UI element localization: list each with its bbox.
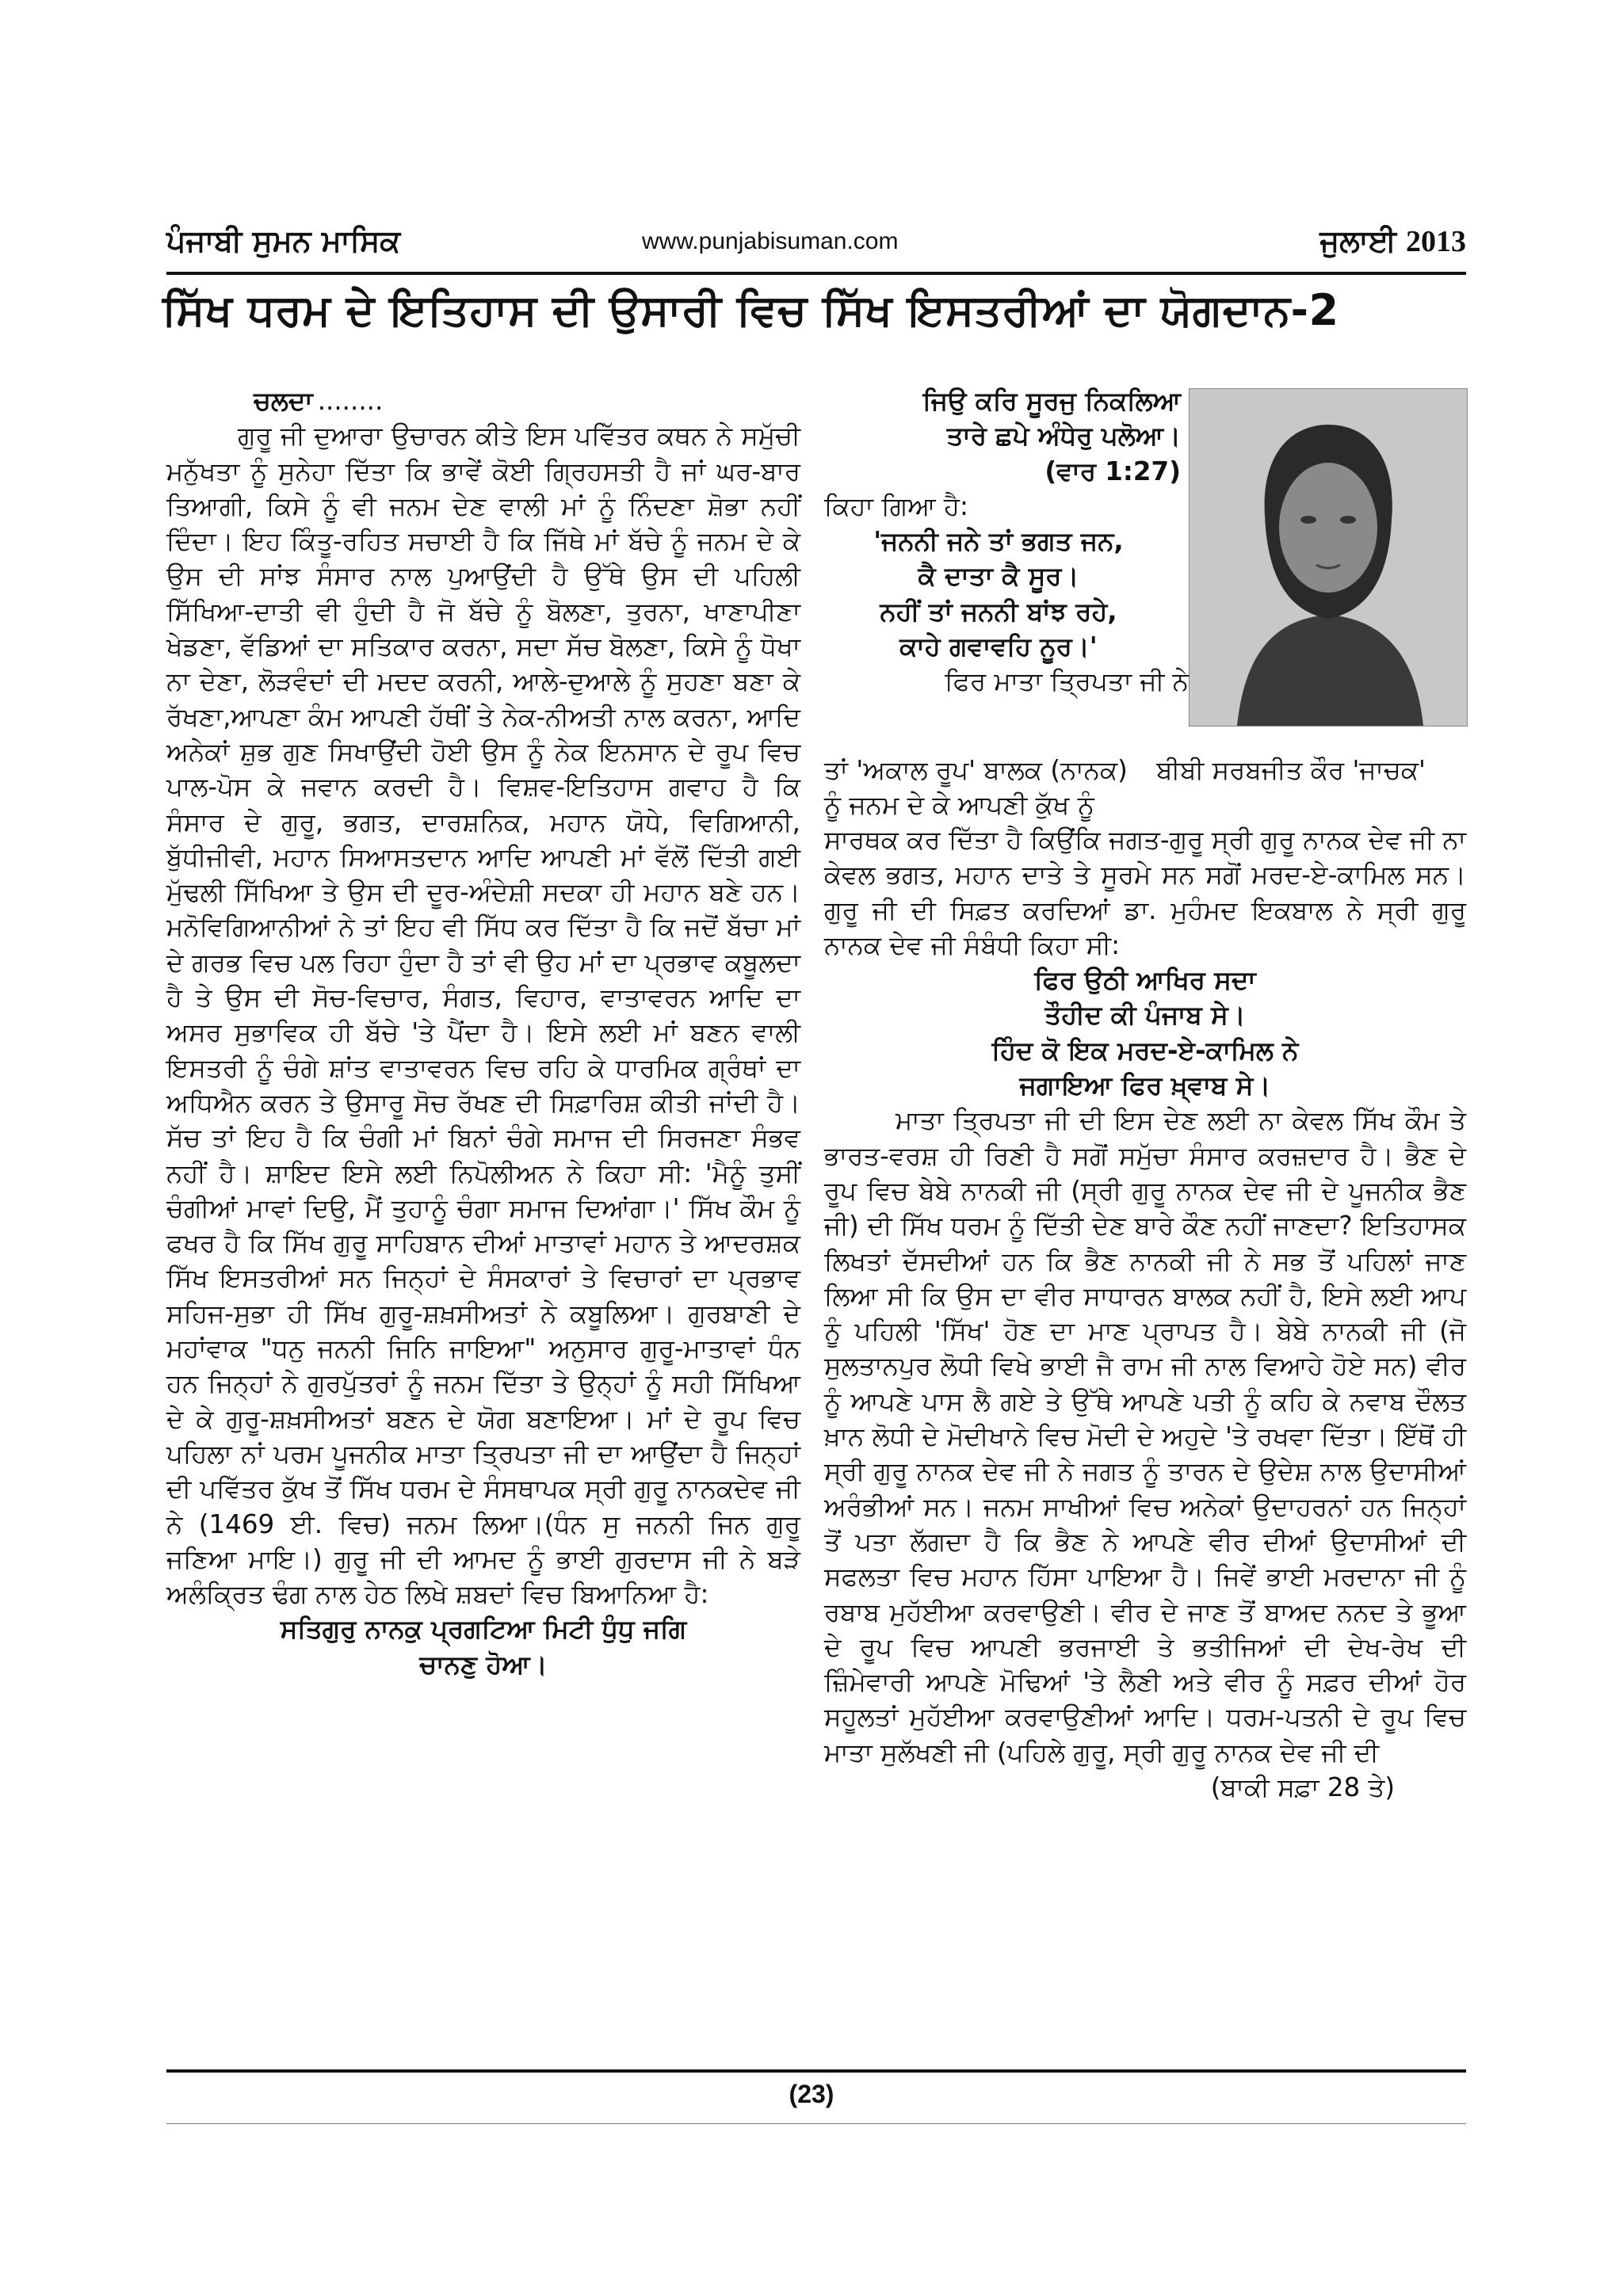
janani-verse [824, 524, 1173, 664]
vaar-verse [824, 383, 1181, 489]
continued-note: (ਬਾਕੀ ਸਫ਼ਾ 28 ਤੇ) [1210, 1772, 1395, 1803]
verse-line: ਜਿਉ ਕਰਿ ਸੂਰਜੁ ਨਿਕਲਿਆ [922, 386, 1181, 416]
issue-date [1319, 223, 1466, 259]
continued-dots: ........ [317, 386, 384, 416]
caption-text: ਤਾਂ 'ਅਕਾਲ ਰੂਪ' ਬਾਲਕ (ਨਾਨਕ) [824, 755, 1128, 785]
right-paragraph-1: ਸਾਰਥਕ ਕਰ ਦਿੱਤਾ ਹੈ ਕਿਉਂਕਿ ਜਗਤ-ਗੁਰੂ ਸ੍ਰੀ ਗੁਰੂ ਨਾਨਕ ਦੇਵ ਜੀ ਨਾ ਕੇਵਲ ਭਗਤ, ਮਹਾਨ ਦਾਤੇ ਤੇ ਸੂਰਮੇ ਸਨ ਸਗੋਂ ਮਰਦ-ਏ-ਕਾਮਿਲ ਸਨ। ਗੁਰੂ ਜੀ ਦੀ ਸਿਫ਼ਤ ਕਰਦਿਆਂ ਡਾ. ਮੁਹੰਮਦ ਇਕਬਾਲ ਨੇ ਸ੍ਰੀ ਗੁਰੂ ਨਾਨਕ ਦੇਵ ਜੀ ਸੰਬੰਧੀ ਕਿਹਾ ਸੀ: [824, 825, 1466, 960]
author-name: ਬੀਬੀ ਸਰਬਜੀਤ ਕੌਰ 'ਜਾਚਕ' [1156, 755, 1426, 785]
verse-line: ਫਿਰ ਉਠੀ ਆਖਿਰ ਸਦਾ [1034, 965, 1256, 996]
footer-rule [166, 2069, 1466, 2073]
verse-line: ਕੈ ਦਾਤਾ ਕੈ ਸੂਰ। [918, 561, 1079, 592]
verse-reference: (ਵਾਰ 1:27) [1044, 456, 1181, 486]
website-url[interactable]: www.punjabisuman.com [642, 228, 899, 254]
verse-line: ਤੌਹੀਦ ਕੀ ਪੰਜਾਬ ਸੇ। [1044, 1000, 1246, 1031]
fir-mata-line: ਫਿਰ ਮਾਤਾ ਤ੍ਰਿਪਤਾ ਜੀ ਨੇ [945, 666, 1189, 697]
issue-year: 2013 [1406, 225, 1466, 258]
right-column-body [824, 822, 1466, 1805]
bhai-gurdas-verse [166, 1611, 800, 1682]
caption-row [824, 753, 1466, 823]
verse-line: 'ਜਨਨੀ ਜਨੇ ਤਾਂ ਭਗਤ ਜਨ, [873, 526, 1124, 557]
right-column-top [824, 383, 1466, 700]
magazine-name: ਪੰਜਾਬੀ ਸੁਮਨ ਮਾਸਿਕ [166, 223, 401, 258]
left-paragraph: ਗੁਰੂ ਜੀ ਦੁਆਰਾ ਉਚਾਰਨ ਕੀਤੇ ਇਸ ਪਵਿੱਤਰ ਕਥਨ ਨੇ ਸਮੁੱਚੀ ਮਨੁੱਖਤਾ ਨੂੰ ਸੁਨੇਹਾ ਦਿੱਤਾ ਕਿ ਭਾਵੇਂ ਕੋਈ ਗ੍ਰਿਹਸਤੀ ਹੈ ਜਾਂ ਘਰ-ਬਾਰ ਤਿਆਗੀ, ਕਿਸੇ ਨੂੰ ਵੀ ਜਨਮ ਦੇਣ ਵਾਲੀ ਮਾਂ ਨੂੰ ਨਿੰਦਣਾ ਸ਼ੋਭਾ ਨਹੀਂ ਦਿੰਦਾ। ਇਹ ਕਿੰਤੂ-ਰਹਿਤ ਸਚਾਈ ਹੈ ਕਿ ਜਿੱਥੇ ਮਾਂ ਬੱਚੇ ਨੂੰ ਜਨਮ ਦੇ ਕੇ ਉਸ ਦੀ ਸਾਂਝ ਸੰਸਾਰ ਨਾਲ ਪੁਆਉਂਦੀ ਹੈ ਉੱਥੇ ਉਸ ਦੀ ਪਹਿਲੀ ਸਿੱਖਿਆ-ਦਾਤੀ ਵੀ ਹੁੰਦੀ ਹੈ ਜੋ ਬੱਚੇ ਨੂੰ ਬੋਲਣਾ, ਤੁਰਨਾ, ਖਾਣਾਪੀਣਾ ਖੇਡਣਾ, ਵੱਡਿਆਂ ਦਾ ਸਤਿਕਾਰ ਕਰਨਾ, ਸਦਾ ਸੱਚ ਬੋਲਣਾ, ਕਿਸੇ ਨੂੰ ਧੋਖਾ ਨਾ ਦੇਣਾ, ਲੋੜਵੰਦਾਂ ਦੀ ਮਦਦ ਕਰਨੀ, ਆਲੇ-ਦੁਆਲੇ ਨੂੰ ਸੁਹਣਾ ਬਣਾ ਕੇ ਰੱਖਣਾ,ਆਪਣਾ ਕੰਮ ਆਪਣੀ ਹੱਥੀਂ ਤੇ ਨੇਕ-ਨੀਅਤੀ ਨਾਲ ਕਰਨਾ, ਆਦਿ ਅਨੇਕਾਂ ਸ਼ੁਭ ਗੁਣ ਸਿਖਾਉਂਦੀ ਹੋਈ ਉਸ ਨੂੰ ਨੇਕ ਇਨਸਾਨ ਦੇ ਰੂਪ ਵਿਚ ਪਾਲ-ਪੋਸ ਕੇ ਜਵਾਨ ਕਰਦੀ ਹੈ। ਵਿਸ਼ਵ-ਇਤਿਹਾਸ ਗਵਾਹ ਹੈ ਕਿ ਸੰਸਾਰ ਦੇ ਗੁਰੂ, ਭਗਤ, ਦਾਰਸ਼ਨਿਕ, ਮਹਾਨ ਯੋਧੇ, ਵਿਗਿਆਨੀ, ਬੁੱਧੀਜੀਵੀ, ਮਹਾਨ ਸਿਆਸਤਦਾਨ ਆਦਿ ਆਪਣੀ ਮਾਂ ਵੱਲੋਂ ਦਿੱਤੀ ਗਈ ਮੁੱਢਲੀ ਸਿੱਖਿਆ ਤੇ ਉਸ ਦੀ ਦੂਰ-ਅੰਦੇਸ਼ੀ ਸਦਕਾ ਹੀ ਮਹਾਨ ਬਣੇ ਹਨ। ਮਨੋਵਿਗਿਆਨੀਆਂ ਨੇ ਤਾਂ ਇਹ ਵੀ ਸਿੱਧ ਕਰ ਦਿੱਤਾ ਹੈ ਕਿ ਜਦੋਂ ਬੱਚਾ ਮਾਂ ਦੇ ਗਰਭ ਵਿਚ ਪਲ ਰਿਹਾ ਹੁੰਦਾ ਹੈ ਤਾਂ ਵੀ ਉਹ ਮਾਂ ਦਾ ਪ੍ਰਭਾਵ ਕਬੂਲਦਾ ਹੈ ਤੇ ਉਸ ਦੀ ਸੋਚ-ਵਿਚਾਰ, ਸੰਗਤ, ਵਿਹਾਰ, ਵਾਤਾਵਰਨ ਆਦਿ ਦਾ ਅਸਰ ਸੁਭਾਵਿਕ ਹੀ ਬੱਚੇ 'ਤੇ ਪੈਂਦਾ ਹੈ। ਇਸੇ ਲਈ ਮਾਂ ਬਣਨ ਵਾਲੀ ਇਸਤਰੀ ਨੂੰ ਚੰਗੇ ਸ਼ਾਂਤ ਵਾਤਾਵਰਨ ਵਿਚ ਰਹਿ ਕੇ ਧਾਰਮਿਕ ਗ੍ਰੰਥਾਂ ਦਾ ਅਧਿਐਨ ਕਰਨ ਤੇ ਉਸਾਰੂ ਸੋਚ ਰੱਖਣ ਦੀ ਸਿਫ਼ਾਰਿਸ਼ ਕੀਤੀ ਜਾਂਦੀ ਹੈ। ਸੱਚ ਤਾਂ ਇਹ ਹੈ ਕਿ ਚੰਗੀ ਮਾਂ ਬਿਨਾਂ ਚੰਗੇ ਸਮਾਜ ਦੀ ਸਿਰਜਣਾ ਸੰਭਵ ਨਹੀਂ ਹੈ। ਸ਼ਾਇਦ ਇਸੇ ਲਈ ਨਿਪੋਲੀਅਨ ਨੇ ਕਿਹਾ ਸੀ: 'ਮੈਨੂੰ ਤੁਸੀਂ ਚੰਗੀਆਂ ਮਾਵਾਂ ਦਿਉ, ਮੈਂ ਤੁਹਾਨੂੰ ਚੰਗਾ ਸਮਾਜ ਦਿਆਂਗਾ।' ਸਿੱਖ ਕੌਮ ਨੂੰ ਫਖਰ ਹੈ ਕਿ ਸਿੱਖ ਗੁਰੂ ਸਾਹਿਬਾਨ ਦੀਆਂ ਮਾਤਾਵਾਂ ਮਹਾਨ ਤੇ ਆਦਰਸ਼ਕ ਸਿੱਖ ਇਸਤਰੀਆਂ ਸਨ ਜਿਨ੍ਹਾਂ ਦੇ ਸੰਸਕਾਰਾਂ ਤੇ ਵਿਚਾਰਾਂ ਦਾ ਪ੍ਰਭਾਵ ਸਹਿਜ-ਸੁਭਾ ਹੀ ਸਿੱਖ ਗੁਰੂ-ਸ਼ਖ਼ਸੀਅਤਾਂ ਨੇ ਕਬੂਲਿਆ। ਗੁਰਬਾਣੀ ਦੇ ਮਹਾਂਵਾਕ "ਧਨੁ ਜਨਨੀ ਜਿਨਿ ਜਾਇਆ" ਅਨੁਸਾਰ ਗੁਰੂ-ਮਾਤਾਵਾਂ ਧੰਨ ਹਨ ਜਿਨ੍ਹਾਂ ਨੇ ਗੁਰਪੁੱਤਰਾਂ ਨੂੰ ਜਨਮ ਦਿੱਤਾ ਤੇ ਉਨ੍ਹਾਂ ਨੂੰ ਸਹੀ ਸਿੱਖਿਆ ਦੇ ਕੇ ਗੁਰੂ-ਸ਼ਖ਼ਸੀਅਤਾਂ ਬਣਨ ਦੇ ਯੋਗ ਬਣਾਇਆ। ਮਾਂ ਦੇ ਰੂਪ ਵਿਚ ਪਹਿਲਾ ਨਾਂ ਪਰਮ ਪੂਜਨੀਕ ਮਾਤਾ ਤ੍ਰਿਪਤਾ ਜੀ ਦਾ ਆਉਂਦਾ ਹੈ ਜਿਨ੍ਹਾਂ ਦੀ ਪਵਿੱਤਰ ਕੁੱਖ ਤੋਂ ਸਿੱਖ ਧਰਮ ਦੇ ਸੰਸਥਾਪਕ ਸ੍ਰੀ ਗੁਰੂ ਨਾਨਕਦੇਵ ਜੀ ਨੇ (1469 ਈ. ਵਿਚ) ਜਨਮ ਲਿਆ।(ਧੰਨ ਸੁ ਜਨਨੀ ਜਿਨ ਗੁਰੂ ਜਣਿਆ ਮਾਇ।) ਗੁਰੂ ਜੀ ਦੀ ਆਮਦ ਨੂੰ ਭਾਈ ਗੁਰਦਾਸ ਜੀ ਨੇ ਬੜੇ ਅਲੰਕ੍ਰਿਤ ਢੰਗ ਨਾਲ ਹੇਠ ਲਿਖੇ ਸ਼ਬਦਾਂ ਵਿਚ ਬਿਆਨਿਆ ਹੈ: [166, 421, 800, 1610]
verse-line: ਸਤਿਗੁਰੁ ਨਾਨਕੁ ਪ੍ਰਗਟਿਆ ਮਿਟੀ ਧੁੰਧੁ ਜਗਿ [280, 1614, 687, 1645]
left-column [166, 383, 800, 1682]
iqbal-verse [824, 963, 1466, 1103]
verse-line: ਤਾਰੇ ਛਪੇ ਅੰਧੇਰੁ ਪਲੋਆ। [946, 421, 1181, 452]
right-paragraph-2: ਮਾਤਾ ਤ੍ਰਿਪਤਾ ਜੀ ਦੀ ਇਸ ਦੇਣ ਲਈ ਨਾ ਕੇਵਲ ਸਿੱਖ ਕੌਮ ਤੇ ਭਾਰਤ-ਵਰਸ਼ ਹੀ ਰਿਣੀ ਹੈ ਸਗੋਂ ਸਮੁੱਚਾ ਸੰਸਾਰ ਕਰਜ਼ਦਾਰ ਹੈ। ਭੈਣ ਦੇ ਰੂਪ ਵਿਚ ਬੇਬੇ ਨਾਨਕੀ ਜੀ (ਸ੍ਰੀ ਗੁਰੂ ਨਾਨਕ ਦੇਵ ਜੀ ਦੇ ਪੂਜਨੀਕ ਭੈਣ ਜੀ) ਦੀ ਸਿੱਖ ਧਰਮ ਨੂੰ ਦਿੱਤੀ ਦੇਣ ਬਾਰੇ ਕੌਣ ਨਹੀਂ ਜਾਣਦਾ? ਇਤਿਹਾਸਕ ਲਿਖਤਾਂ ਦੱਸਦੀਆਂ ਹਨ ਕਿ ਭੈਣ ਨਾਨਕੀ ਜੀ ਨੇ ਸਭ ਤੋਂ ਪਹਿਲਾਂ ਜਾਣ ਲਿਆ ਸੀ ਕਿ ਉਸ ਦਾ ਵੀਰ ਸਾਧਾਰਨ ਬਾਲਕ ਨਹੀਂ ਹੈ, ਇਸੇ ਲਈ ਆਪ ਨੂੰ ਪਹਿਲੀ 'ਸਿੱਖ' ਹੋਣ ਦਾ ਮਾਣ ਪ੍ਰਾਪਤ ਹੈ। ਬੇਬੇ ਨਾਨਕੀ ਜੀ (ਜੋ ਸੁਲਤਾਨਪੁਰ ਲੋਧੀ ਵਿਖੇ ਭਾਈ ਜੈ ਰਾਮ ਜੀ ਨਾਲ ਵਿਆਹੇ ਹੋਏ ਸਨ) ਵੀਰ ਨੂੰ ਆਪਣੇ ਪਾਸ ਲੈ ਗਏ ਤੇ ਉੱਥੇ ਆਪਣੇ ਪਤੀ ਨੂੰ ਕਹਿ ਕੇ ਨਵਾਬ ਦੌਲਤ ਖ਼ਾਨ ਲੋਧੀ ਦੇ ਮੋਦੀਖਾਨੇ ਵਿਚ ਮੋਦੀ ਦੇ ਅਹੁਦੇ 'ਤੇ ਰਖਵਾ ਦਿੱਤਾ। ਇੱਥੋਂ ਹੀ ਸ੍ਰੀ ਗੁਰੂ ਨਾਨਕ ਦੇਵ ਜੀ ਨੇ ਜਗਤ ਨੂੰ ਤਾਰਨ ਦੇ ਉਦੇਸ਼ ਨਾਲ ਉਦਾਸੀਆਂ ਅਰੰਭੀਆਂ ਸਨ। ਜਨਮ ਸਾਖੀਆਂ ਵਿਚ ਅਨੇਕਾਂ ਉਦਾਹਰਨਾਂ ਹਨ ਜਿਨ੍ਹਾਂ ਤੋਂ ਪਤਾ ਲੱਗਦਾ ਹੈ ਕਿ ਭੈਣ ਨੇ ਆਪਣੇ ਵੀਰ ਦੀਆਂ ਉਦਾਸੀਆਂ ਦੀ ਸਫਲਤਾ ਵਿਚ ਮਹਾਨ ਹਿੱਸਾ ਪਾਇਆ ਹੈ। ਜਿਵੇਂ ਭਾਈ ਮਰਦਾਨਾ ਜੀ ਨੂੰ ਰਬਾਬ ਮੁਹੱਈਆ ਕਰਵਾਉਣੀ। ਵੀਰ ਦੇ ਜਾਣ ਤੋਂ ਬਾਅਦ ਨਨਦ ਤੇ ਭੂਆ ਦੇ ਰੂਪ ਵਿਚ ਆਪਣੀ ਭਰਜਾਈ ਤੇ ਭਤੀਜਿਆਂ ਦੀ ਦੇਖ-ਰੇਖ ਦੀ ਜ਼ਿੰਮੇਵਾਰੀ ਆਪਣੇ ਮੋਢਿਆਂ 'ਤੇ ਲੈਣੀ ਅਤੇ ਵੀਰ ਨੂੰ ਸਫ਼ਰ ਦੀਆਂ ਹੋਰ ਸਹੂਲਤਾਂ ਮੁਹੱਈਆ ਕਰਵਾਉਣੀਆਂ ਆਦਿ। ਧਰਮ-ਪਤਨੀ ਦੇ ਰੂਪ ਵਿਚ ਮਾਤਾ ਸੁਲੱਖਣੀ ਜੀ (ਪਹਿਲੇ ਗੁਰੂ, ਸ੍ਰੀ ਗੁਰੂ ਨਾਨਕ ਦੇਵ ਜੀ ਦੀ [824, 1105, 1466, 1768]
verse-line: ਜਗਾਇਆ ਫਿਰ ਖ਼੍ਵਾਬ ਸੇ। [1019, 1070, 1271, 1101]
verse-line: ਕਾਹੇ ਗਵਾਵਹਿ ਨੂਰ।' [899, 631, 1098, 662]
footer-rule-thin [166, 2123, 1466, 2124]
page-header [166, 223, 1466, 271]
page-number: (23) [789, 2080, 834, 2108]
verse-line: ਨਹੀਂ ਤਾਂ ਜਨਨੀ ਬਾਂਝ ਰਹੇ, [880, 596, 1117, 627]
article-title: ਸਿੱਖ ਧਰਮ ਦੇ ਇਤਿਹਾਸ ਦੀ ਉਸਾਰੀ ਵਿਚ ਸਿੱਖ ਇਸਤਰੀਆਂ ਦਾ ਯੋਗਦਾਨ-2 [162, 285, 1339, 335]
continued-label: ਚਲਦਾ [254, 386, 313, 416]
verse-line: ਹਿੰਦ ਕੋ ਇਕ ਮਰਦ-ਏ-ਕਾਮਿਲ ਨੇ [991, 1035, 1299, 1066]
verse-line: ਚਾਨਣੁ ਹੋਆ। [419, 1649, 548, 1680]
kiha-gia-line: ਕਿਹਾ ਗਿਆ ਹੈ: [824, 490, 968, 521]
janam-line: ਨੂੰ ਜਨਮ ਦੇ ਕੇ ਆਪਣੀ ਕੁੱਖ ਨੂੰ [824, 790, 1094, 821]
continued-marker [166, 383, 800, 418]
header-rule [166, 272, 1466, 275]
issue-month: ਜੁਲਾਈ [1319, 223, 1396, 258]
